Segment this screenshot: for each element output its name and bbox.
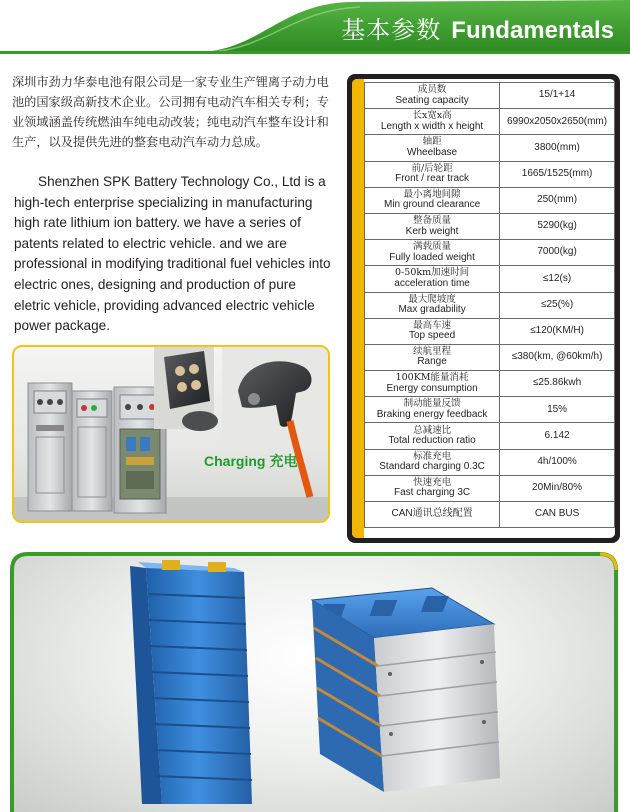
spec-param-en: Fully loaded weight — [389, 251, 475, 263]
spec-row — [365, 371, 615, 397]
spec-value: 20Min/80% — [500, 475, 615, 501]
spec-param-en: Min ground clearance — [383, 199, 481, 211]
spec-param-en: Fast charging 3C — [393, 487, 471, 499]
spec-param — [365, 475, 500, 501]
header-banner — [200, 0, 630, 52]
battery-banner — [0, 546, 630, 812]
spec-row — [365, 187, 615, 213]
spec-value: 6.142 — [500, 423, 615, 449]
charging-label-en: Charging — [204, 453, 266, 469]
header-rule — [0, 51, 630, 54]
spec-row — [365, 161, 615, 187]
spec-param-en: Seating capacity — [395, 94, 469, 106]
spec-value: ≤25(%) — [500, 292, 615, 318]
spec-table-frame — [347, 74, 620, 543]
spec-param-en: Max gradability — [398, 304, 466, 316]
spec-row — [365, 292, 615, 318]
spec-param-en: Energy consumption — [386, 382, 478, 394]
spec-row — [365, 502, 615, 528]
spec-param-cn: 最小离地间隙 — [403, 188, 461, 200]
spec-value: ≤120(KM/H) — [500, 318, 615, 344]
spec-param — [365, 502, 500, 528]
spec-table-panel — [352, 79, 615, 538]
page-title-en: Fundamentals — [451, 17, 614, 44]
spec-value: 4h/100% — [500, 449, 615, 475]
spec-param-en: Top speed — [408, 330, 456, 342]
spec-param — [365, 109, 500, 135]
spec-value: CAN BUS — [500, 502, 615, 528]
spec-param-en: Range — [417, 356, 447, 368]
spec-param-en: Braking energy feedback — [376, 408, 488, 420]
charging-gun — [222, 347, 330, 497]
spec-value: 7000(kg) — [500, 240, 615, 266]
spec-param — [365, 135, 500, 161]
spec-param — [365, 397, 500, 423]
spec-param — [365, 292, 500, 318]
spec-row — [365, 135, 615, 161]
spec-value: 3800(mm) — [500, 135, 615, 161]
charging-label — [204, 451, 297, 471]
spec-value: 6990x2050x2650(mm) — [500, 109, 615, 135]
spec-param-cn: 标准充电 — [413, 450, 452, 462]
spec-param-cn: 前/后轮距 — [411, 162, 453, 174]
spec-param — [365, 318, 500, 344]
spec-param-cn: 满载质量 — [413, 241, 452, 253]
spec-row — [365, 213, 615, 239]
spec-value: 5290(kg) — [500, 213, 615, 239]
spec-param — [365, 83, 500, 109]
charging-label-cn: 充电 — [269, 454, 298, 470]
spec-param — [365, 266, 500, 292]
intro-paragraph-cn: 深圳市劲力华泰电池有限公司是一家专业生产锂离子动力电池的国家级高新技术企业。公司拥有电动汽车相关专利；专业领域涵盖传统燃油车纯电动改装；纯电动汽车整车设计和生产，以及提供先进的整套电动汽车动力总成。 — [12, 75, 329, 149]
spec-row — [365, 344, 615, 370]
spec-param-cn: 整备质量 — [413, 215, 452, 227]
spec-param — [365, 213, 500, 239]
spec-row — [365, 423, 615, 449]
spec-accent-stripe — [352, 79, 364, 538]
spec-param-en: Wheelbase — [407, 146, 458, 158]
spec-row — [365, 83, 615, 109]
spec-row — [365, 109, 615, 135]
spec-param-en: Standard charging 0.3C — [379, 461, 485, 473]
spec-value: 1665/1525(mm) — [500, 161, 615, 187]
spec-param-cn: 100KM能量消耗 — [395, 372, 469, 384]
spec-param-cn: 续航里程 — [413, 345, 452, 357]
spec-param-cn: 轴距 — [422, 136, 442, 148]
spec-param-en: Front / rear track — [395, 173, 470, 185]
charging-plug-closeup — [154, 347, 218, 431]
spec-param-en: Length x width x height — [380, 120, 484, 132]
spec-param-cn: 成员数 — [417, 84, 447, 96]
intro-paragraph-en: Shenzhen SPK Battery Technology Co., Ltd is a high-tech enterprise specializing in manufacturing high rate lithium ion battery. we have a series of patents related to electric vehicle. and we are professional in modifying traditional fuel vehicles into electric ones, designing and production of pure eletric vehicle, providing advanced electric vehicle power package. — [14, 174, 331, 334]
spec-row — [365, 449, 615, 475]
spec-row — [365, 240, 615, 266]
spec-param — [365, 161, 500, 187]
spec-table — [364, 82, 615, 528]
spec-param-cn: 0-50km加速时间 — [395, 267, 470, 279]
spec-param-cn: 制动能量反馈 — [403, 398, 461, 410]
page-title — [341, 10, 614, 45]
spec-param — [365, 449, 500, 475]
spec-param-en: Total reduction ratio — [388, 435, 476, 447]
spec-value: 15/1+14 — [500, 83, 615, 109]
spec-param-en: Kerb weight — [405, 225, 459, 237]
charging-photo — [12, 345, 330, 523]
spec-value: 250(mm) — [500, 187, 615, 213]
spec-param-en: acceleration time — [394, 277, 470, 289]
spec-param-cn: 最高车速 — [413, 319, 452, 331]
spec-param — [365, 187, 500, 213]
charging-cabinet-left — [28, 383, 72, 511]
spec-param-label: CAN通讯总线配置 — [391, 508, 473, 520]
battery-banner-frame — [0, 546, 630, 812]
spec-row — [365, 318, 615, 344]
spec-param — [365, 240, 500, 266]
charging-illustration — [14, 347, 330, 523]
spec-row — [365, 475, 615, 501]
spec-row — [365, 397, 615, 423]
spec-param-cn: 快速充电 — [413, 476, 452, 488]
spec-param — [365, 344, 500, 370]
spec-param-cn: 长x宽x高 — [412, 110, 452, 122]
page-title-cn: 基本参数 — [341, 16, 442, 44]
spec-value: ≤12(s) — [500, 266, 615, 292]
spec-param-cn: 总减速比 — [413, 424, 452, 436]
spec-param — [365, 371, 500, 397]
charging-cabinet-middle — [72, 391, 112, 511]
spec-value: 15% — [500, 397, 615, 423]
spec-value: ≤380(km, @60km/h) — [500, 344, 615, 370]
spec-row — [365, 266, 615, 292]
spec-value: ≤25.86kwh — [500, 371, 615, 397]
spec-param-cn: 最大爬坡度 — [408, 293, 456, 305]
spec-param — [365, 423, 500, 449]
